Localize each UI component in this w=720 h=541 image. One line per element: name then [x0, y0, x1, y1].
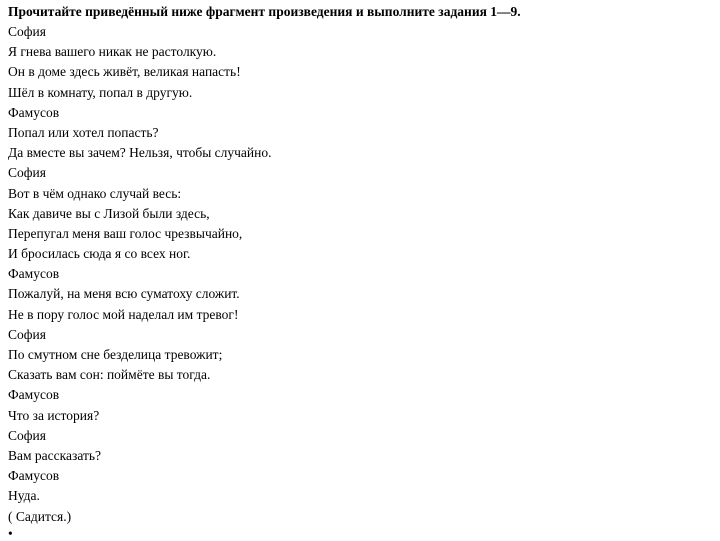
text-line: Не в пору голос мой наделал им тревог!: [8, 306, 239, 322]
text-line: София: [8, 427, 46, 443]
text-line: Шёл в комнату, попал в другую.: [8, 84, 193, 100]
text-line: Фамусов: [8, 387, 60, 403]
document-page: [8, 2, 708, 541]
text-line: Что за история?: [8, 407, 100, 423]
text-line: София: [8, 165, 46, 181]
text-line: София: [8, 326, 46, 342]
text-line: Вот в чём однако случай весь:: [8, 185, 182, 201]
text-line: Вам рассказать?: [8, 447, 102, 463]
text-line: София: [8, 24, 46, 39]
text-line: Фамусов: [8, 266, 60, 282]
text-line: Фамусов: [8, 104, 60, 120]
text-line: Перепугал меня ваш голос чрезвычайно,: [8, 225, 243, 241]
text-line: ( Садится.): [8, 508, 72, 524]
trailing-bullet: •: [8, 525, 13, 541]
text-line: Фамусов: [8, 468, 60, 484]
text-line: Нуда.: [8, 488, 40, 504]
text-line: По смутном сне безделица тревожит;: [8, 347, 223, 362]
text-line: Я гнева вашего никак не растолкую.: [8, 44, 217, 60]
text-fragment: [8, 22, 708, 527]
text-line: Сказать вам сон: поймёте вы тогда.: [8, 367, 211, 383]
text-line: И бросилась сюда я со всех ног.: [8, 246, 191, 262]
text-line: Пожалуй, на меня всю суматоху сложит.: [8, 286, 240, 302]
task-heading: Прочитайте приведённый ниже фрагмент произведения и выполните задания 1—9.: [8, 4, 521, 19]
text-line: Да вместе вы зачем? Нельзя, чтобы случайно.: [8, 145, 272, 161]
text-line: Как давиче вы с Лизой были здесь,: [8, 205, 210, 221]
text-line: Он в доме здесь живёт, великая напасть!: [8, 64, 241, 80]
text-line: Попал или хотел попасть?: [8, 124, 159, 140]
